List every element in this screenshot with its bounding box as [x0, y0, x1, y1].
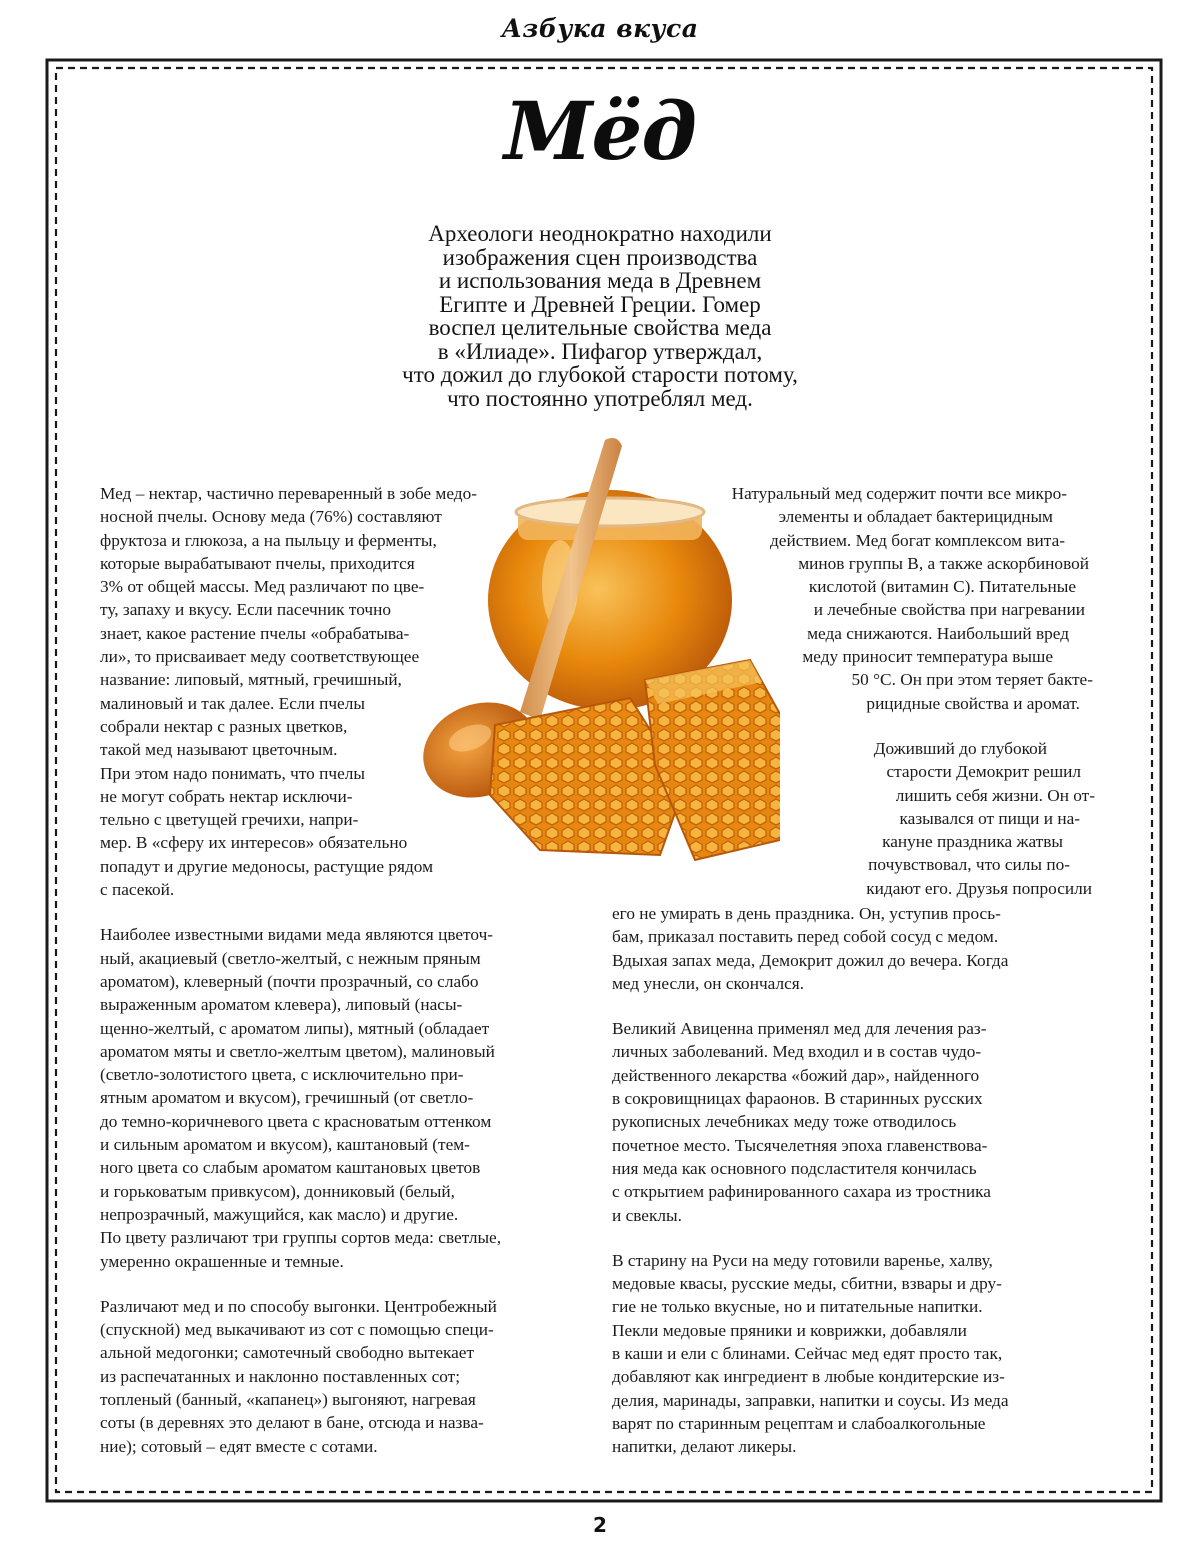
text-line: напитки, делают ликеры. — [612, 1437, 797, 1457]
intro-line: воспел целительные свойства меда — [428, 315, 772, 340]
page-number: 2 — [593, 1513, 607, 1537]
text-line: и свеклы. — [612, 1205, 682, 1225]
intro-line: Египте и Древней Греции. Гомер — [439, 291, 761, 317]
text-line: ароматом), клеверный (почти прозрачный, со слабо — [100, 971, 479, 991]
text-line: (светло-золотистого цвета, с исключительно при- — [100, 1065, 464, 1085]
text-line: ароматом мяты и светло-желтым цветом), малиновый — [100, 1041, 495, 1061]
text-line: казывался от пищи и на- — [899, 808, 1080, 828]
text-line: личных заболеваний. Мед входил и в состав чудо- — [612, 1042, 982, 1062]
text-line: ли», то присваивает меду соответствующее — [100, 647, 420, 667]
paragraph-extraction — [100, 1295, 590, 1458]
text-line: ту, запаху и вкусу. Если пасечник точно — [100, 600, 391, 620]
text-line: почувствовал, что силы по- — [868, 855, 1070, 875]
text-line: Доживший до глубокой — [873, 738, 1047, 758]
text-line: ние); сотовый – едят вместе с сотами. — [100, 1436, 378, 1456]
text-line: тельно с цветущей гречихи, напри- — [100, 810, 359, 830]
text-line: мед унесли, он скончался. — [612, 973, 805, 993]
paragraph-composition — [100, 482, 590, 901]
text-line: Мед – нектар, частично переваренный в зобе медо- — [100, 484, 477, 503]
left-column — [100, 482, 590, 1458]
text-line: минов группы B, а также аскорбиновой — [798, 553, 1089, 573]
text-line: рукописных лечебниках меду тоже отводилось — [612, 1112, 957, 1132]
text-line: фруктоза и глюкоза, а на пыльцу и ферменты, — [100, 530, 437, 550]
text-line: рицидные свойства и аромат. — [866, 693, 1080, 713]
text-line: меда снижаются. Наибольший вред — [807, 623, 1069, 643]
text-line: малиновый и так далее. Если пчелы — [100, 693, 365, 713]
text-line: из распечатанных и наклонно поставленных сот; — [100, 1366, 461, 1386]
text-line: название: липовый, мятный, гречишный, — [100, 670, 402, 690]
text-line: и лечебные свойства при нагревании — [813, 600, 1085, 620]
text-line: бам, приказал поставить перед собой сосуд с медом. — [612, 927, 999, 947]
intro-paragraph — [340, 222, 860, 410]
text-line: гие не только вкусные, но и питательные напитки. — [612, 1297, 983, 1317]
text-line: Наиболее известными видами меда являются цветоч- — [100, 925, 494, 945]
text-line: добавляют как ингредиент в любые кондитерские из- — [612, 1367, 1005, 1387]
text-line: щенно-желтый, с ароматом липы), мятный (обладает — [100, 1018, 490, 1038]
text-line: ния меда как основного подсластителя кончилась — [612, 1158, 977, 1178]
text-line: попадут и другие медоносы, растущие рядом — [100, 856, 434, 876]
right-column-top — [600, 482, 1095, 900]
intro-line: в «Илиаде». Пифагор утверждал, — [437, 338, 763, 364]
text-line: кислотой (витамин C). Питательные — [808, 577, 1076, 597]
text-line: в каши и ели с блинами. Сейчас мед едят просто так, — [612, 1344, 1003, 1364]
text-line: старости Демокрит решил — [886, 762, 1081, 782]
text-line: непрозрачный, мажущийся, как масло) и другие. — [100, 1204, 459, 1224]
text-line: (спускной) мед выкачивают из сот с помощью специ- — [100, 1320, 494, 1340]
text-line: кидают его. Друзья попросили — [866, 878, 1092, 898]
text-line: собрали нектар с разных цветков, — [100, 716, 348, 736]
text-line: медовые квасы, русские меды, сбитни, взвары и дру- — [612, 1274, 1002, 1294]
text-line: По цвету различают три группы сортов меда: светлые, — [100, 1228, 502, 1248]
text-line: его не умирать в день праздника. Он, уступив прось- — [612, 904, 1001, 923]
paragraph-microelements — [600, 482, 1095, 715]
text-line: Пекли медовые пряники и коврижки, добавляли — [612, 1320, 967, 1340]
intro-line: что дожил до глубокой старости потому, — [402, 362, 798, 387]
text-line: действенного лекарства «божий дар», найденного — [612, 1065, 980, 1085]
text-line: ятным ароматом и вкусом), гречишный (от светло- — [100, 1088, 474, 1108]
text-line: кануне праздника жатвы — [882, 832, 1063, 852]
paragraph-democritus-top — [600, 737, 1095, 900]
intro-line: и использования меда в Древнем — [438, 268, 762, 293]
text-line: с открытием рафинированного сахара из тростника — [612, 1182, 991, 1202]
paragraph-democritus-bottom — [612, 902, 1102, 995]
text-line: альной медогонки; самотечный свободно вытекает — [100, 1343, 475, 1363]
text-line: 50 °C. Он при этом теряет бакте- — [851, 670, 1093, 690]
paragraph-avicenna — [612, 1017, 1102, 1227]
paragraph-honey-types — [100, 923, 590, 1272]
text-line: носной пчелы. Основу меда (76%) составляют — [100, 507, 442, 527]
text-line: умеренно окрашенные и темные. — [100, 1251, 344, 1271]
text-line: ного цвета со слабым ароматом каштановых цветов — [100, 1158, 481, 1178]
text-line: элементы и обладает бактерицидным — [778, 507, 1053, 527]
text-line: не могут собрать нектар исключи- — [100, 786, 353, 806]
text-line: лишить себя жизни. Он от- — [895, 785, 1095, 805]
text-line: мер. В «сферу их интересов» обязательно — [100, 833, 408, 853]
text-line: знает, какое растение пчелы «обрабатыва- — [100, 623, 410, 643]
text-line: и сильным ароматом и вкусом), каштановый (тем- — [100, 1135, 470, 1155]
text-line: в сокровищницах фараонов. В старинных русских — [612, 1089, 983, 1109]
text-line: Различают мед и по способу выгонки. Центробежный — [100, 1296, 497, 1316]
intro-line: Археологи неоднократно находили — [428, 221, 772, 246]
text-line: топленый (банный, «капанец») выгоняют, нагревая — [100, 1389, 476, 1409]
text-line: которые вырабатывают пчелы, приходится — [100, 553, 415, 573]
text-line: соты (в деревнях это делают в бане, отсюда и назва- — [100, 1413, 484, 1433]
intro-line: изображения сцен производства — [442, 244, 758, 270]
text-line: делия, маринады, заправки, напитки и соусы. Из меда — [612, 1390, 1009, 1410]
text-line: Великий Авиценна применял мед для лечения раз- — [612, 1019, 987, 1039]
text-line: 3% от общей массы. Мед различают по цве- — [100, 577, 425, 597]
text-line: выраженным ароматом клевера), липовый (насы- — [100, 995, 463, 1015]
section-header: Азбука вкуса — [501, 14, 699, 43]
text-line: меду приносит температура выше — [802, 647, 1053, 667]
page-title: Мёд — [503, 84, 697, 178]
text-line: варят по старинным рецептам и слабоалкогольные — [612, 1413, 986, 1433]
paragraph-russia — [612, 1249, 1102, 1459]
text-line: Вдыхая запах меда, Демокрит дожил до вечера. Когда — [612, 950, 1009, 970]
intro-line: что постоянно употреблял мед. — [447, 385, 753, 411]
right-column — [612, 902, 1102, 1459]
text-line: такой мед называют цветочным. — [100, 740, 338, 760]
text-line: почетное место. Тысячелетняя эпоха главенствова- — [612, 1135, 988, 1155]
text-line: Натуральный мед содержит почти все микро- — [731, 484, 1067, 503]
text-line: При этом надо понимать, что пчелы — [100, 763, 365, 783]
text-line: действием. Мед богат комплексом вита- — [769, 530, 1065, 550]
text-line: ный, акациевый (светло-желтый, с нежным пряным — [100, 948, 481, 968]
text-line: В старину на Руси на меду готовили варенье, халву, — [612, 1250, 993, 1270]
text-line: до темно-коричневого цвета с красноватым оттенком — [100, 1111, 492, 1131]
text-line: с пасекой. — [100, 880, 175, 900]
text-line: и горьковатым привкусом), донниковый (белый, — [100, 1181, 455, 1201]
